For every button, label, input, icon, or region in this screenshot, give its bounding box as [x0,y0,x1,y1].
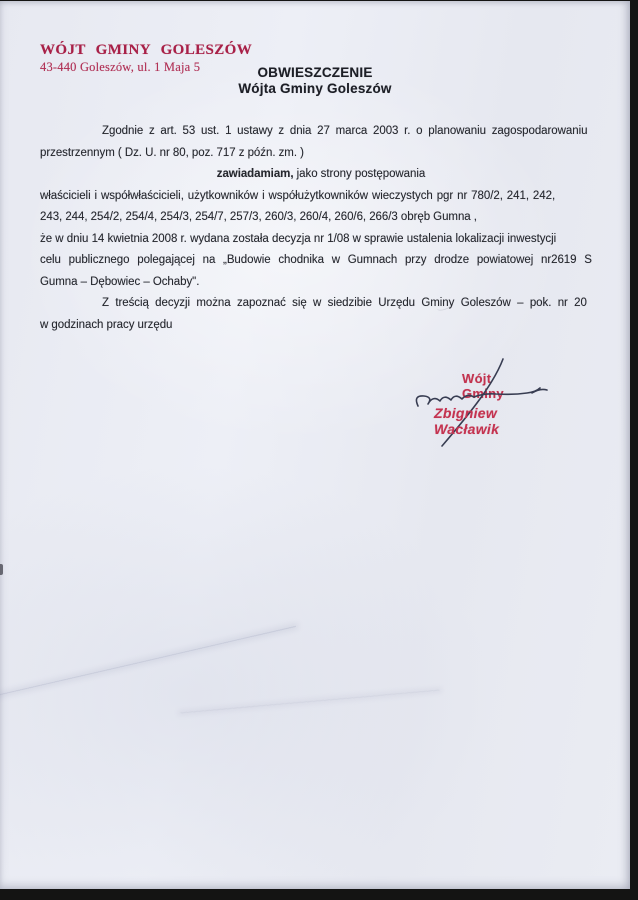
text-line: że w dniu 14 kwietnia 2008 r. wydana została decyzja nr 1/08 w sprawie ustalenia lokalizacji inwestycji [40,232,557,245]
text-line: Gumna – Dębowiec – Ochaby". [40,275,200,288]
text-line: w godzinach pracy urzędu [40,318,173,331]
signature-role-label: Wójt Gminy [462,371,504,401]
text-line: 243, 244, 254/2, 254/4, 254/3, 254/7, 257/3, 260/3, 260/4, 260/6, 266/3 obręb Gumna , [40,211,477,223]
signature-ink-icon [408,353,583,455]
document-title [0,65,630,97]
sender-stamp-name: WÓJT GMINY GOLESZÓW [40,42,253,58]
document-title-sub: Wójta Gminy Goleszów [238,81,392,96]
text-line: Z treścią decyzji można zapoznać się w siedzibie Urzędu Gminy Goleszów – pok. nr 20 [102,297,587,309]
body-text [40,121,602,336]
scan-edge-mark [0,564,3,575]
notice-keyword: zawiadamiam, [216,168,294,180]
text-line [40,164,602,186]
text-line: przestrzennym ( Dz. U. nr 80, poz. 717 z późn. zm. ) [40,146,304,159]
paper-crease [180,690,439,714]
notice-keyword-rest: jako strony postępowania [293,168,426,180]
document-title-main: OBWIESZCZENIE [257,65,373,80]
signature-name: Zbigniew Wacławik [434,405,500,437]
paper-page [0,1,630,889]
paper-crease [0,626,296,701]
sender-stamp-address: 43-440 Goleszów, ul. 1 Maja 5 [40,60,201,75]
text-line: Zgodnie z art. 53 ust. 1 ustawy z dnia 27 marca 2003 r. o planowaniu zagospodarowaniu [102,125,588,137]
text-line: właścicieli i współwłaścicieli, użytkowników i współużytkowników wieczystych pgr nr 780/2, 241, 242, [40,189,556,202]
text-line: celu publicznego polegającej na „Budowie chodnika w Gumnach przy drodze powiatowej nr2619 S [40,254,592,266]
